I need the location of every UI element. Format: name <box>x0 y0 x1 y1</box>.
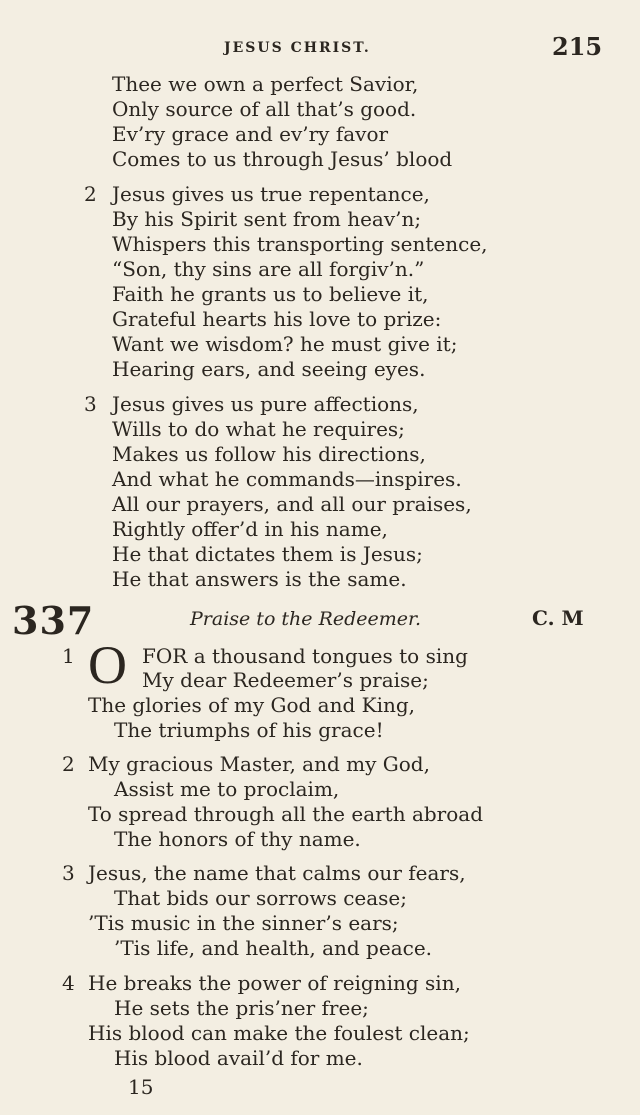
verse-number: 3 <box>62 861 75 885</box>
verse-line: FOR a thousand tongues to sing <box>142 644 468 668</box>
verse-line: The glories of my God and King, <box>88 693 416 717</box>
verse-line: Makes us follow his directions, <box>112 442 426 466</box>
verse-line: ’Tis music in the sinner’s ears; <box>88 911 399 935</box>
hymn-number: 337 <box>12 598 95 643</box>
verse-number: 4 <box>62 971 75 995</box>
running-title: JESUS CHRIST. <box>224 40 371 56</box>
verse-line: My dear Redeemer’s praise; <box>142 668 429 692</box>
verse-line: The honors of thy name. <box>114 827 361 851</box>
verse-line: Wills to do what he requires; <box>112 417 405 441</box>
drop-cap: O <box>88 635 127 695</box>
verse-line: Only source of all that’s good. <box>112 97 417 121</box>
verse-line: Jesus gives us pure affections, <box>112 392 419 416</box>
verse-line: Ev’ry grace and ev’ry favor <box>112 122 389 146</box>
verse-line: Assist me to proclaim, <box>114 777 340 801</box>
verse-line: Comes to us through Jesus’ blood <box>112 147 453 171</box>
verse-line: Want we wisdom? he must give it; <box>112 332 458 356</box>
verse-line: His blood avail’d for me. <box>114 1046 363 1070</box>
verse-line: He sets the pris’ner free; <box>114 996 369 1020</box>
verse-line: Grateful hearts his love to prize: <box>112 307 442 331</box>
verse-line: Hearing ears, and seeing eyes. <box>112 357 426 381</box>
verse-line: Faith he grants us to believe it, <box>112 282 429 306</box>
verse-line: That bids our sorrows cease; <box>114 886 408 910</box>
verse-line: He breaks the power of reigning sin, <box>88 971 461 995</box>
verse-number: 1 <box>62 644 75 668</box>
verse-line: Jesus, the name that calms our fears, <box>88 861 466 885</box>
verse-line: My gracious Master, and my God, <box>88 752 430 776</box>
signature-mark: 15 <box>128 1075 154 1099</box>
verse-line: Jesus gives us true repentance, <box>112 182 430 206</box>
stanza-number: 3 <box>84 392 97 416</box>
verse-line: His blood can make the foulest clean; <box>88 1021 470 1045</box>
verse-line: “Son, thy sins are all forgiv’n.” <box>112 257 425 281</box>
verse-line: ’Tis life, and health, and peace. <box>114 936 433 960</box>
verse-line: The triumphs of his grace! <box>114 718 384 742</box>
verse-line: He that answers is the same. <box>112 567 407 591</box>
verse-number: 2 <box>62 752 75 776</box>
hymn-title: Praise to the Redeemer. <box>190 608 422 630</box>
verse-line: To spread through all the earth abroad <box>88 802 484 826</box>
verse-line: And what he commands—inspires. <box>112 467 462 491</box>
verse-line: Thee we own a perfect Savior, <box>112 72 419 96</box>
verse-line: He that dictates them is Jesus; <box>112 542 423 566</box>
verse-line: Whispers this transporting sentence, <box>112 232 488 256</box>
page-number: 215 <box>552 32 603 61</box>
verse-line: By his Spirit sent from heav’n; <box>112 207 422 231</box>
hymn-meter: C. M <box>532 606 584 630</box>
stanza-number: 2 <box>84 182 97 206</box>
verse-line: All our prayers, and all our praises, <box>112 492 472 516</box>
verse-line: Rightly offer’d in his name, <box>112 517 388 541</box>
